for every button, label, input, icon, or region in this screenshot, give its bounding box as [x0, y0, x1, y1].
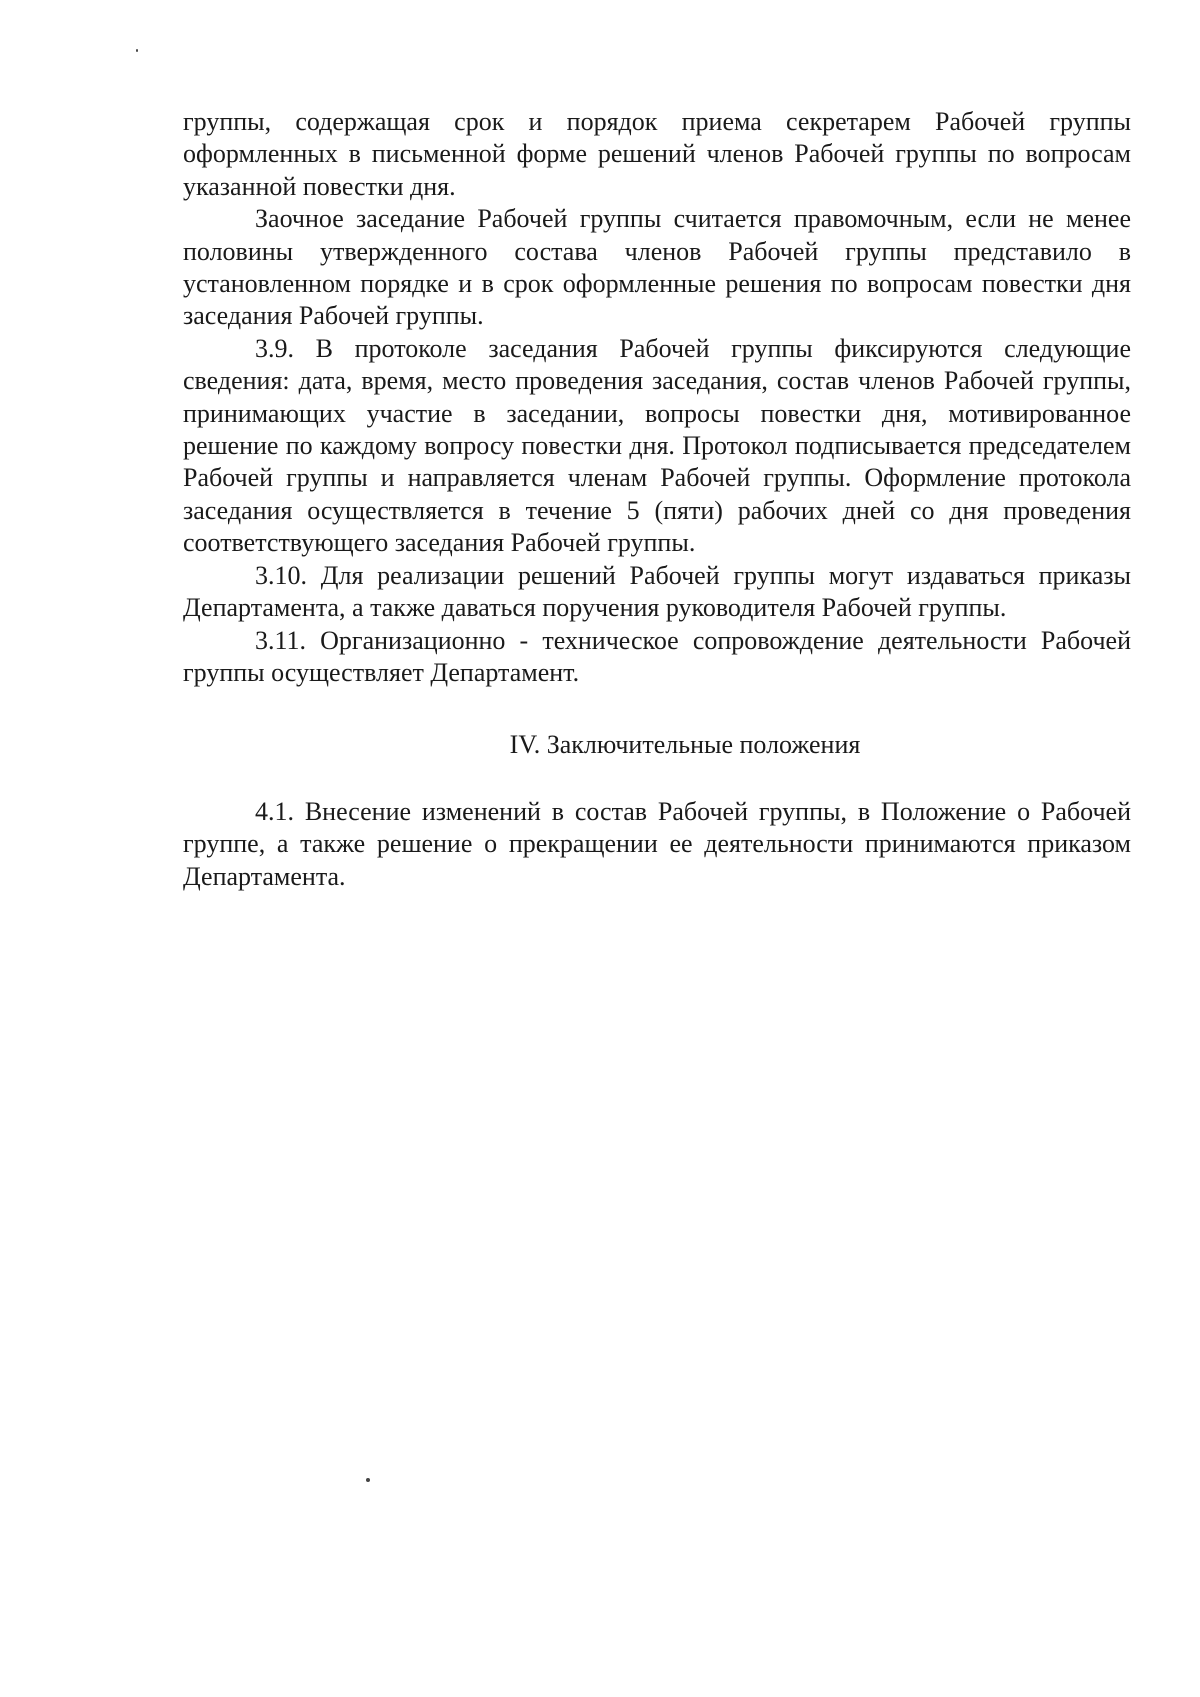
scan-speck	[136, 49, 138, 52]
section-heading-iv: IV. Заключительные положения	[509, 730, 861, 760]
document-body	[183, 106, 1131, 893]
paragraph-3-10: 3.10. Для реализации решений Рабочей группы могут издаваться приказы Департамента, а также даваться поручения руководителя Рабочей группы.	[183, 560, 1131, 623]
paragraph-4-1: 4.1. Внесение изменений в состав Рабочей группы, в Положение о Рабочей группе, а также решение о прекращении ее деятельности принимаются приказом Департамента.	[183, 796, 1131, 891]
paragraph-3-11: 3.11. Организационно - техническое сопровождение деятельности Рабочей группы осуществляет Департамент.	[183, 625, 1131, 687]
paragraph-continuation: группы, содержащая срок и порядок приема секретарем Рабочей группы оформленных в письменной форме решений членов Рабочей группы по вопросам указанной повестки дня.	[183, 107, 1131, 201]
scan-speck	[366, 1478, 370, 1482]
paragraph-absentee-meeting: Заочное заседание Рабочей группы считается правомочным, если не менее половины утвержденного состава членов Рабочей группы представило в установленном порядке и в срок оформленные решения по вопросам повестки дня заседания Рабочей группы.	[183, 204, 1131, 331]
paragraph-3-9: 3.9. В протоколе заседания Рабочей группы фиксируются следующие сведения: дата, время, место проведения заседания, состав членов Рабочей группы, принимающих участие в заседании, вопросы повестки дня, мотивированное решение по каждому вопросу повестки дня. Протокол подписывается председателем Рабочей группы и направляется членам Рабочей группы. Оформление протокола заседания осуществляется в течение 5 (пяти) рабочих дней со дня проведения соответствующего заседания Рабочей группы.	[183, 333, 1131, 558]
